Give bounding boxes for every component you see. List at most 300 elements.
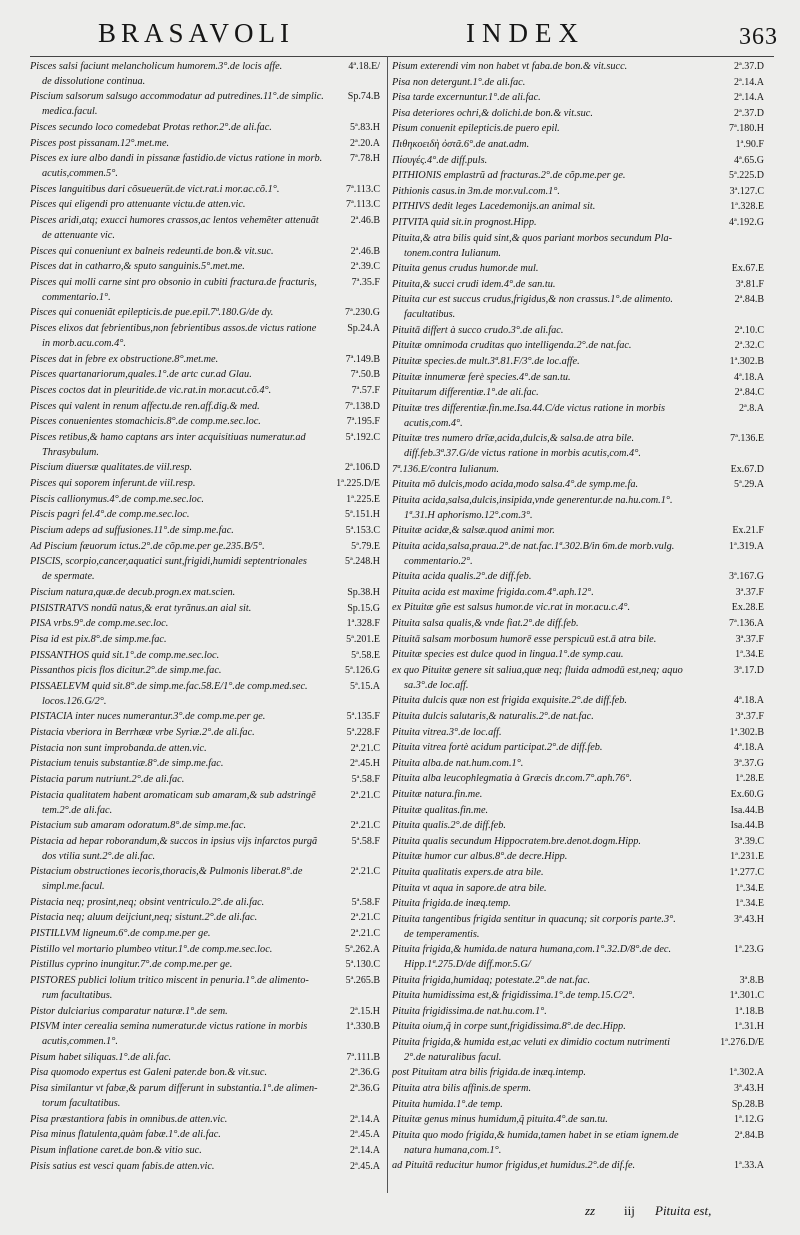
entry-text: Pituitæ acidæ,& salsæ.quod animi mor. (392, 525, 555, 537)
index-entry (30, 896, 380, 911)
entry-text: Pisces qui conueniunt ex balneis redeunti.de bon.& vit.suc. (30, 245, 274, 257)
entry-text: Pituita humidissima est,& frigidissima.1°.de temp.15.C/2°. (392, 990, 635, 1002)
entry-reference: 7ª.149.B (343, 353, 380, 368)
entry-text: PISA vrbs.9°.de comp.me.sec.loc. (30, 618, 169, 630)
index-entry (30, 214, 380, 244)
entry-reference: 4ª.65.G (731, 154, 764, 169)
entry-reference: 2ª.45.A (347, 1128, 380, 1143)
index-entry (392, 432, 764, 462)
entry-text: Piscium diuersæ qualitates.de viil.resp. (30, 462, 193, 474)
entry-continuation: de attenuante vic. (42, 229, 115, 241)
index-entry (30, 865, 380, 895)
entry-reference: 1ª.34.E (732, 897, 764, 912)
index-entry (30, 1113, 380, 1128)
entry-text: Pisum conuenit epilepticis.de puero epil. (392, 123, 560, 135)
index-entry (392, 1159, 764, 1174)
index-entry (392, 339, 764, 354)
index-entry (392, 1098, 764, 1113)
entry-reference: 1ª.34.E (732, 648, 764, 663)
index-entry (30, 60, 380, 90)
entry-continuation: rum facultatibus. (42, 989, 113, 1001)
entry-text: Pituitā salsam morbosum humorē esse perspicuū est.ā atra bile. (392, 633, 657, 645)
entry-reference: 2ª.46.B (348, 245, 380, 260)
entry-reference: Ex.21.F (729, 524, 764, 539)
index-entry (392, 897, 764, 912)
entry-reference: 1ª.301.C (727, 989, 764, 1004)
entry-text: Pituitæ species.de mult.3ª.81.F/3°.de loc.affe. (392, 355, 580, 367)
index-entry (30, 493, 380, 508)
entry-text: Pituitæ tres numero drīæ,acida,dulcis,& salsa.de atra bile. (392, 433, 635, 445)
index-entry (392, 524, 764, 539)
index-entry (392, 633, 764, 648)
entry-text: Piscium adeps ad suffusiones.11°.de simp.me.fac. (30, 525, 234, 537)
entry-reference: 5ª.58.F (349, 835, 380, 850)
entry-reference: 7ª.180.H (726, 122, 764, 137)
entry-continuation: Thrasybulum. (42, 446, 99, 458)
index-entry (392, 355, 764, 370)
entry-text: Pissanthos picis flos dicitur.2°.de simp.me.fac. (30, 665, 222, 677)
entry-reference: 1ª.18.B (732, 1005, 764, 1020)
entry-text: Πίσυγές.4°.de diff.puls. (392, 154, 488, 166)
entry-reference: 1ª.33.A (731, 1159, 764, 1174)
entry-reference: Sp.15.G (344, 602, 380, 617)
running-head-author: BRASAVOLI (98, 18, 295, 48)
entry-reference: 5ª.265.B (343, 974, 380, 989)
entry-reference: 1ª.330.B (343, 1020, 380, 1035)
index-entry (392, 138, 764, 153)
entry-reference: 2ª.84.B (732, 293, 764, 308)
entry-text: Piscis pagri fel.4°.de comp.me.sec.loc. (30, 509, 190, 521)
entry-reference: 2ª.21.C (348, 911, 380, 926)
entry-reference: 2ª.84.C (732, 386, 764, 401)
entry-text: Pisa tarde excernuntur.1°.de ali.fac. (392, 92, 541, 104)
entry-reference: 3ª.43.H (731, 1082, 764, 1097)
entry-text: Pisa id est pix.8°.de simp.me.fac. (30, 633, 167, 645)
index-entry (30, 927, 380, 942)
index-entry (30, 152, 380, 182)
entry-continuation: tem.2°.de ali.fac. (42, 804, 113, 816)
index-entry (30, 835, 380, 865)
entry-text: 7ª.136.E/contra Iulianum. (392, 463, 499, 475)
entry-reference: Sp.74.B (345, 90, 380, 105)
left-column (30, 60, 380, 1175)
entry-reference: 4ª.18.A (731, 741, 764, 756)
entry-continuation: Hipp.1ª.275.D/de diff.mor.5.G/ (404, 959, 531, 971)
entry-text: Pisces dat in febre ex obstructione.8°.met.me. (30, 353, 219, 365)
entry-reference: 5ª.130.C (343, 958, 380, 973)
index-entry (392, 850, 764, 865)
entry-text: PITHIONIS emplastrũ ad fracturas.2°.de cõp.me.per ge. (392, 170, 626, 182)
entry-reference: Sp.24.A (344, 322, 380, 337)
entry-reference: 3ª.167.G (726, 570, 764, 585)
index-entry (392, 324, 764, 339)
entry-text: Ad Piscium fæuorum ictus.2°.de cõp.me.per ge.235.B/5°. (30, 540, 265, 552)
entry-reference: Sp.38.H (344, 586, 380, 601)
index-entry (30, 555, 380, 585)
entry-reference: 2ª.21.C (348, 927, 380, 942)
entry-continuation: medica.facul. (42, 106, 98, 118)
entry-continuation: locos.126.G/2°. (42, 695, 107, 707)
index-entry (30, 1128, 380, 1143)
entry-text: Pituita humida.1°.de temp. (392, 1098, 503, 1110)
entry-reference: 1ª.277.C (727, 866, 764, 881)
entry-reference: 2ª.36.G (347, 1066, 380, 1081)
entry-continuation: acutis,commen.1°. (42, 1036, 118, 1048)
entry-reference: 1ª.328.E (727, 200, 764, 215)
index-entry (30, 958, 380, 973)
entry-continuation: natura humana,com.1°. (404, 1144, 502, 1156)
entry-text: Piscium salsorum salsugo accommodatur ad putredines.11°.de simplic. (30, 91, 324, 103)
entry-reference: 1ª.90.F (733, 138, 764, 153)
entry-reference: 5ª.83.H (347, 121, 380, 136)
entry-reference: 1ª.328.F (344, 617, 380, 632)
index-entry (30, 477, 380, 492)
entry-continuation: commentario.1°. (42, 291, 111, 303)
index-entry (392, 1066, 764, 1081)
entry-reference: 2ª.10.C (732, 324, 764, 339)
entry-text: PISCIS, scorpio,cancer,aquatici sunt,frigidi,humidi septentrionales (30, 556, 307, 568)
entry-text: Pituitæ tres differentiæ.fin.me.Isa.44.C/de victus ratione in morbis (392, 402, 665, 414)
entry-text: Pisa similantur vt fabæ,& parum differunt in substantia.1°.de alimen- (30, 1083, 318, 1095)
entry-text: Pisa deteriores ochri,& dolichi.de bon.& vit.suc. (392, 107, 593, 119)
entry-reference: Sp.28.B (729, 1098, 764, 1113)
index-entry (30, 726, 380, 741)
entry-reference: 1ª.34.E (732, 882, 764, 897)
entry-reference: 5ª.228.F (344, 726, 380, 741)
entry-reference: 1ª.302.B (727, 726, 764, 741)
entry-text: PISVM inter cerealia semina numeratur.de victus ratione in morbis (30, 1021, 308, 1033)
entry-reference: 2ª.106.D (342, 461, 380, 476)
entry-reference: 7ª.113.C (343, 183, 380, 198)
entry-text: Piscis callionymus.4°.de comp.me.sec.loc. (30, 493, 204, 505)
index-entry (30, 710, 380, 725)
entry-text: Pituita acida,salsa,dulcis,insipida,vnde generentur.de na.hu.com.1°. (392, 494, 673, 506)
index-entry (392, 1129, 764, 1159)
index-entry (392, 943, 764, 973)
index-entry (392, 91, 764, 106)
page-number: 363 (739, 24, 778, 50)
entry-continuation: de temperamentis. (404, 928, 480, 940)
entry-text: Pituitæ qualitas.fin.me. (392, 804, 489, 816)
entry-reference: 5ª.58.E (348, 649, 380, 664)
entry-reference: 1ª.302.B (727, 355, 764, 370)
entry-reference: 3ª.37.F (733, 633, 764, 648)
catchword: Pituita est, (655, 1203, 712, 1218)
entry-reference: 2ª.45.A (347, 1160, 380, 1175)
index-entry (30, 633, 380, 648)
entry-text: PISTORES publici lolium tritico miscent in penuria.1°.de alimento- (30, 975, 309, 987)
entry-text: Pituita mõ dulcis,modo acida,modo salsa.4°.de symp.me.fa. (392, 479, 639, 491)
entry-reference: 1ª.319.A (726, 540, 764, 555)
index-entry (392, 386, 764, 401)
entry-text: PISSAELEVM quid sit.8°.de simp.me.fac.58.E/1°.de comp.med.sec. (30, 680, 308, 692)
entry-text: Pisa quomodo expertus est Galeni pater.de bon.& vit.suc. (30, 1067, 268, 1079)
entry-text: Pistacia non sunt improbanda.de atten.vic. (30, 742, 207, 754)
entry-continuation: tonem.contra Iulianum. (404, 247, 501, 259)
index-entry (392, 726, 764, 741)
index-entry (392, 60, 764, 75)
entry-text: post Pituitam atra bilis frigida.de inæq.intemp. (392, 1067, 586, 1079)
entry-reference: 7ª.230.G (342, 306, 380, 321)
entry-reference: 1ª.23.G (731, 943, 764, 958)
entry-text: Pituitæ genus minus humidum,q̃ pituita.4°.de san.tu. (392, 1114, 608, 1126)
entry-continuation: facultatibus. (404, 309, 456, 321)
entry-text: Pituitā differt à succo crudo.3°.de ali.fac. (392, 324, 564, 336)
entry-text: Pistacia qualitatem habent aromaticam sub amaram,& sub adstringẽ (30, 789, 316, 801)
entry-continuation: simpl.me.facul. (42, 881, 105, 893)
entry-text: Pituita qualis.2°.de diff.feb. (392, 820, 506, 832)
index-entry (30, 819, 380, 834)
index-entry (392, 913, 764, 943)
entry-reference: 7ª.138.D (342, 400, 380, 415)
index-entry (392, 989, 764, 1004)
entry-reference: 7ª.78.H (347, 152, 380, 167)
entry-reference: 5ª.248.H (342, 555, 380, 570)
index-entry (30, 649, 380, 664)
index-entry (30, 540, 380, 555)
entry-text: Pituitarum differentiæ.1°.de ali.fac. (392, 387, 539, 399)
entry-text: Pituita frigidissima.de nat.hu.com.1°. (392, 1005, 547, 1017)
index-entry (30, 602, 380, 617)
index-entry (30, 617, 380, 632)
entry-text: PISISTRATVS nondũ natus,& erat tyrãnus.an aial sit. (30, 602, 252, 614)
index-entry (392, 664, 764, 694)
entry-text: PITHIVS dedit leges Lacedemonijs.an animal sit. (392, 201, 596, 213)
index-entry (392, 278, 764, 293)
entry-text: ad Pituitā reducitur humor frigidus,et humidus.2°.de dif.fe. (392, 1160, 636, 1172)
column-divider (387, 56, 388, 1193)
index-entry (30, 353, 380, 368)
index-entry (392, 819, 764, 834)
index-entry (392, 772, 764, 787)
entry-text: Pisces qui eligendi pro attenuante victu.de atten.vic. (30, 199, 246, 211)
index-entry (392, 262, 764, 277)
index-entry (30, 789, 380, 819)
entry-text: Pituita acida est maxime frigida.com.4°.aph.12°. (392, 586, 594, 598)
index-entry (30, 773, 380, 788)
entry-reference: 2ª.21.C (348, 742, 380, 757)
entry-reference: 5ª.79.E (348, 540, 380, 555)
index-entry (392, 1036, 764, 1066)
index-entry (30, 508, 380, 523)
entry-reference: Isa.44.B (728, 819, 764, 834)
entry-reference: 1ª.225.D/E (333, 477, 380, 492)
entry-text: PISSANTHOS quid sit.1°.de comp.me.sec.loc. (30, 649, 220, 661)
entry-text: Pisces qui conueniãt epilepticis.de pue.epil.7ª.180.G/de dy. (30, 307, 274, 319)
entry-text: Pistacia neq; aluum deijciunt,neq; sistunt.2°.de ali.fac. (30, 912, 258, 924)
entry-reference: 4ª.18.A (731, 694, 764, 709)
entry-text: Pituitæ omnimoda cruditas quo intelligenda.2°.de nat.fac. (392, 340, 632, 352)
entry-text: Pisa non detergunt.1°.de ali.fac. (392, 76, 526, 88)
entry-reference: 1ª.31.H (731, 1020, 764, 1035)
entry-text: PITVITA quid sit.in prognost.Hipp. (392, 217, 537, 229)
index-entry (30, 400, 380, 415)
index-entry (392, 216, 764, 231)
entry-continuation: 2°.de naturalibus facul. (404, 1051, 502, 1063)
index-entry (392, 882, 764, 897)
entry-reference: 3ª.81.F (733, 278, 764, 293)
index-entry (30, 943, 380, 958)
index-entry (392, 648, 764, 663)
entry-reference: 2ª.46.B (348, 214, 380, 229)
entry-text: Pisum inflatione caret.de bon.& vitio suc. (30, 1144, 202, 1156)
index-entry (392, 154, 764, 169)
index-entry (30, 680, 380, 710)
entry-text: PISTILLVM ligneum.6°.de comp.me.per ge. (30, 928, 211, 940)
index-entry (392, 710, 764, 725)
entry-reference: 3ª.127.C (727, 185, 764, 200)
entry-text: Pisum exterendi vim non habet vt faba.de bon.& vit.succ. (392, 61, 628, 72)
entry-reference: 2ª.36.G (347, 1082, 380, 1097)
index-entry (30, 306, 380, 321)
entry-reference: 2ª.21.C (348, 789, 380, 804)
signature-number: iij (624, 1203, 635, 1218)
index-entry (392, 835, 764, 850)
entry-continuation: torum facultatibus. (42, 1097, 121, 1109)
index-entry (392, 540, 764, 570)
index-entry (392, 788, 764, 803)
entry-reference: 1ª.225.E (343, 493, 380, 508)
entry-text: Pistacium tenuis substantiæ.8°.de simp.me.fac. (30, 758, 224, 770)
index-entry (392, 232, 764, 262)
entry-reference: 1ª.12.G (731, 1113, 764, 1128)
index-entry (392, 586, 764, 601)
index-entry (30, 121, 380, 136)
entry-reference: 2ª.45.H (347, 757, 380, 772)
entry-reference: 2ª.37.D (731, 60, 764, 75)
entry-reference: 7ª.136.E (727, 432, 764, 447)
entry-text: Pistacia ad hepar roborandum,& succos in ipsius vijs infarctos purgã (30, 835, 318, 847)
index-entry (30, 1051, 380, 1066)
index-entry (392, 694, 764, 709)
entry-text: Pisces conuenientes stomachicis.8°.de comp.me.sec.loc. (30, 416, 261, 428)
entry-continuation: diff.feb.3ª.37.G/de victus ratione in morbis acutis,com.4°. (404, 447, 641, 459)
index-entry (392, 570, 764, 585)
entry-reference: 1ª.276.D/E (717, 1036, 764, 1051)
entry-text: Pituita frigida,& humida est,ac veluti ex dimidio coctum nutrimenti (392, 1037, 670, 1049)
entry-text: Pituita salsa qualis,& vnde fiat.2°.de diff.feb. (392, 618, 579, 630)
index-entry (30, 415, 380, 430)
entry-reference: 2ª.21.C (348, 865, 380, 880)
entry-text: Pituita qualitatis expers.de atra bile. (392, 867, 544, 878)
index-entry (30, 1066, 380, 1081)
index-entry (30, 431, 380, 461)
entry-text: Pisum habet siliquas.1°.de ali.fac. (30, 1051, 172, 1063)
index-entry (392, 1113, 764, 1128)
entry-text: Pisces retibus,& hamo captans ars inter acquisitiuas numeratur.ad (30, 431, 306, 443)
entry-text: PISTACIA inter nuces numerantur.3°.de comp.me.per ge. (30, 711, 266, 723)
index-entry (30, 322, 380, 352)
entry-reference: 5ª.201.E (343, 633, 380, 648)
entry-reference: 5ª.225.D (726, 169, 764, 184)
entry-reference: Ex.67.E (729, 262, 764, 277)
entry-reference: 3ª.37.F (733, 586, 764, 601)
entry-text: Pisces qui soporem inferunt.de viil.resp. (30, 478, 196, 490)
entry-text: Pituita vitrea.3°.de loc.aff. (392, 726, 502, 738)
entry-text: Pituita vitrea fortè acidum participat.2°.de diff.feb. (392, 742, 603, 754)
entry-text: Pistacia neq; prosint,neq; obsint ventriculo.2°.de ali.fac. (30, 896, 265, 908)
entry-text: ex Pituitæ gñe est salsus humor.de vic.rat in mor.acu.c.4°. (392, 602, 631, 614)
entry-text: Pisa præstantiora fabis in omnibus.de atten.vic. (30, 1113, 228, 1125)
entry-text: Pisces aridi,atq; exucci humores crassos,ac lentos vehemẽter attenuãt (30, 215, 319, 227)
entry-text: Pisces elixos dat febrientibus,non febrientibus assos.de victus ratione (30, 323, 317, 335)
index-entry (392, 617, 764, 632)
entry-reference: 3ª.43.H (731, 913, 764, 928)
entry-text: Pituita dulcis salutaris,& naturalis.2°.de nat.fac. (392, 710, 594, 722)
entry-text: Pituita frigida,& humida.de natura humana,com.1°.32.D/8°.de dec. (392, 944, 672, 956)
entry-text: Pituita alba.de nat.hum.com.1°. (392, 757, 524, 769)
entry-reference: 2ª.14.A (731, 91, 764, 106)
index-entry (392, 494, 764, 524)
entry-text: Pisces qui molli carne sint pro obsonio in cubiti fractura.de fracturis, (30, 276, 317, 288)
entry-text: Pistor dulciarius comparatur naturæ.1°.de sem. (30, 1005, 228, 1017)
entry-reference: 5ª.58.F (349, 896, 380, 911)
index-entry (30, 198, 380, 213)
entry-reference: 2ª.39.C (348, 260, 380, 275)
entry-text: Pituita genus crudus humor.de mul. (392, 263, 539, 275)
entry-text: Pituita oium,q̃ in corpe sunt,frigidissima.8°.de dec.Hipp. (392, 1021, 626, 1033)
entry-reference: 5ª.135.F (344, 710, 380, 725)
entry-text: Pituita vt aqua in sapore.de atra bile. (392, 882, 547, 894)
entry-text: ex quo Pituitæ genere sit saliua,quæ neq; fluida admodū est,neq; aquo (392, 664, 683, 676)
entry-reference: 2ª.15.H (347, 1005, 380, 1020)
entry-reference: 2ª.8.A (736, 402, 764, 417)
index-entry (392, 804, 764, 819)
entry-text: Pituita acida,salsa,praua.2°.de nat.fac.1ª.302.B/in 6m.de morb.vulg. (392, 540, 675, 552)
entry-reference: 4ª.18.E/ (345, 60, 380, 75)
index-entry (392, 1005, 764, 1020)
entry-reference: 2ª.32.C (732, 339, 764, 354)
entry-reference: 5ª.153.C (343, 524, 380, 539)
entry-text: Pisces secundo loco comedebat Protas rethor.2°.de ali.fac. (30, 121, 272, 133)
index-entry (392, 1082, 764, 1097)
index-entry (392, 974, 764, 989)
entry-reference: 7ª.113.C (343, 198, 380, 213)
entry-reference: 7ª.50.B (348, 368, 380, 383)
entry-text: Pituita frigida.de inæq.temp. (392, 898, 511, 910)
entry-text: Pisa minus flatulenta,quàm fabæ.1°.de ali.fac. (30, 1129, 221, 1141)
entry-text: Pituitæ humor cur albus.8°.de decre.Hipp. (392, 851, 568, 863)
entry-text: Pituita,& succi crudi idem.4°.de san.tu. (392, 278, 556, 290)
entry-text: Pistacia parum nutriunt.2°.de ali.fac. (30, 774, 185, 786)
entry-reference: 2ª.14.A (347, 1113, 380, 1128)
entry-text: Pituita acida qualis.2°.de diff.feb. (392, 571, 532, 583)
entry-text: Pithionis casus.in 3m.de mor.vul.com.1°. (392, 185, 560, 197)
index-entry (392, 76, 764, 91)
index-entry (30, 1020, 380, 1050)
index-entry (30, 586, 380, 601)
index-entry (392, 122, 764, 137)
index-entry (30, 368, 380, 383)
index-entry (392, 107, 764, 122)
entry-reference: 4ª.192.G (726, 216, 764, 231)
index-entry (30, 757, 380, 772)
index-entry (392, 866, 764, 881)
entry-reference: 1ª.231.E (727, 850, 764, 865)
entry-reference: 5ª.151.H (342, 508, 380, 523)
entry-continuation: sa.3°.de loc.aff. (404, 679, 469, 691)
entry-text: Pituita cur est succus crudus,frigidus,& non crassus.1°.de alimento. (392, 294, 673, 306)
index-entry (30, 183, 380, 198)
entry-continuation: de dissolutione continua. (42, 75, 146, 87)
index-entry (30, 524, 380, 539)
running-head-title: INDEX (466, 18, 585, 48)
entry-text: Pituita frigida,humidaq; potestate.2°.de nat.fac. (392, 974, 591, 986)
index-entry (392, 293, 764, 323)
index-entry (392, 478, 764, 493)
entry-reference: 3ª.39.C (732, 835, 764, 850)
entry-reference: 5ª.262.A (342, 943, 380, 958)
